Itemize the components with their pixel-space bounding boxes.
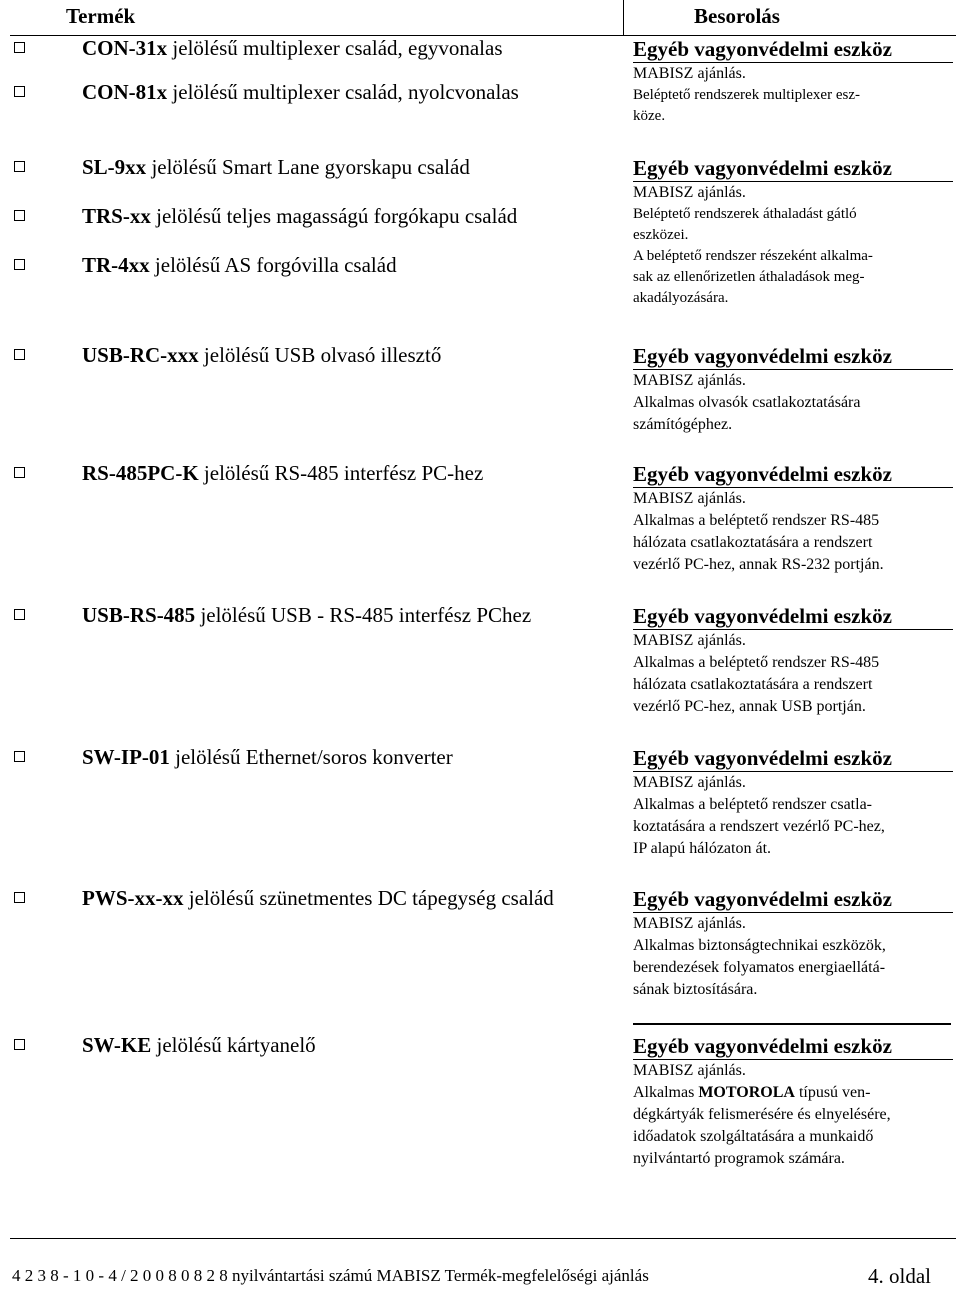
checkbox-icon[interactable] (14, 892, 25, 903)
footer-rule (10, 1238, 956, 1239)
classification-block: Egyéb vagyonvédelmi eszköz MABISZ ajánlás. Alkalmas biztonságtechnikai eszközök, berendezések folyamatos energiaellátá- sának biztosítására. (633, 886, 953, 1001)
page-number: 4. oldal (868, 1264, 931, 1288)
product-column-header: Termék (66, 4, 136, 28)
checkbox-icon[interactable] (14, 161, 25, 172)
classification-column-header: Besorolás (694, 4, 780, 28)
checkbox-icon[interactable] (14, 751, 25, 762)
checkbox-icon[interactable] (14, 467, 25, 478)
classification-block: Egyéb vagyonvédelmi eszköz MABISZ ajánlás. Alkalmas olvasók csatlakoztatására számítógéphez. (633, 343, 953, 436)
checkbox-icon[interactable] (14, 86, 25, 97)
checkbox-icon[interactable] (14, 42, 25, 53)
classification-block: Egyéb vagyonvédelmi eszköz MABISZ ajánlás. Alkalmas MOTOROLA típusú ven- dégkártyák felismerésére és elnyelésére, időadatok szolgáltatására a munkaidő nyilvántartó programok számára. (633, 1033, 953, 1170)
classification-block: Egyéb vagyonvédelmi eszköz MABISZ ajánlás. Beléptető rendszerek áthaladást gátló eszközei. A beléptető rendszer részeként alkalma- sak az ellenőrizetlen áthaladások meg- akadályozására. (633, 155, 953, 309)
checkbox-icon[interactable] (14, 210, 25, 221)
classification-block: Egyéb vagyonvédelmi eszköz MABISZ ajánlás. Alkalmas a beléptető rendszer RS-485 hálózata csatlakoztatására a rendszert vezérlő PC-hez, annak RS-232 portján. (633, 461, 953, 576)
footer-text: 4 2 3 8 - 1 0 - 4 / 2 0 0 8 0 8 2 8 nyilvántartási számú MABISZ Termék-megfelelőségi ajánlás (12, 1266, 649, 1285)
classification-block: Egyéb vagyonvédelmi eszköz MABISZ ajánlás. Alkalmas a beléptető rendszer csatla- koztatására a rendszert vezérlő PC-hez, IP alapú hálózaton át. (633, 745, 953, 860)
block-top-rule (633, 1023, 951, 1025)
motorola-brand: MOTOROLA (698, 1084, 795, 1101)
checkbox-icon[interactable] (14, 1039, 25, 1050)
checkbox-icon[interactable] (14, 349, 25, 360)
column-divider (623, 0, 624, 36)
classification-block: Egyéb vagyonvédelmi eszköz MABISZ ajánlás. Beléptető rendszerek multiplexer esz- köze. (633, 36, 953, 127)
classification-block: Egyéb vagyonvédelmi eszköz MABISZ ajánlás. Alkalmas a beléptető rendszer RS-485 hálózata csatlakoztatására a rendszert vezérlő PC-hez, annak USB portján. (633, 603, 953, 718)
checkbox-icon[interactable] (14, 259, 25, 270)
checkbox-icon[interactable] (14, 609, 25, 620)
